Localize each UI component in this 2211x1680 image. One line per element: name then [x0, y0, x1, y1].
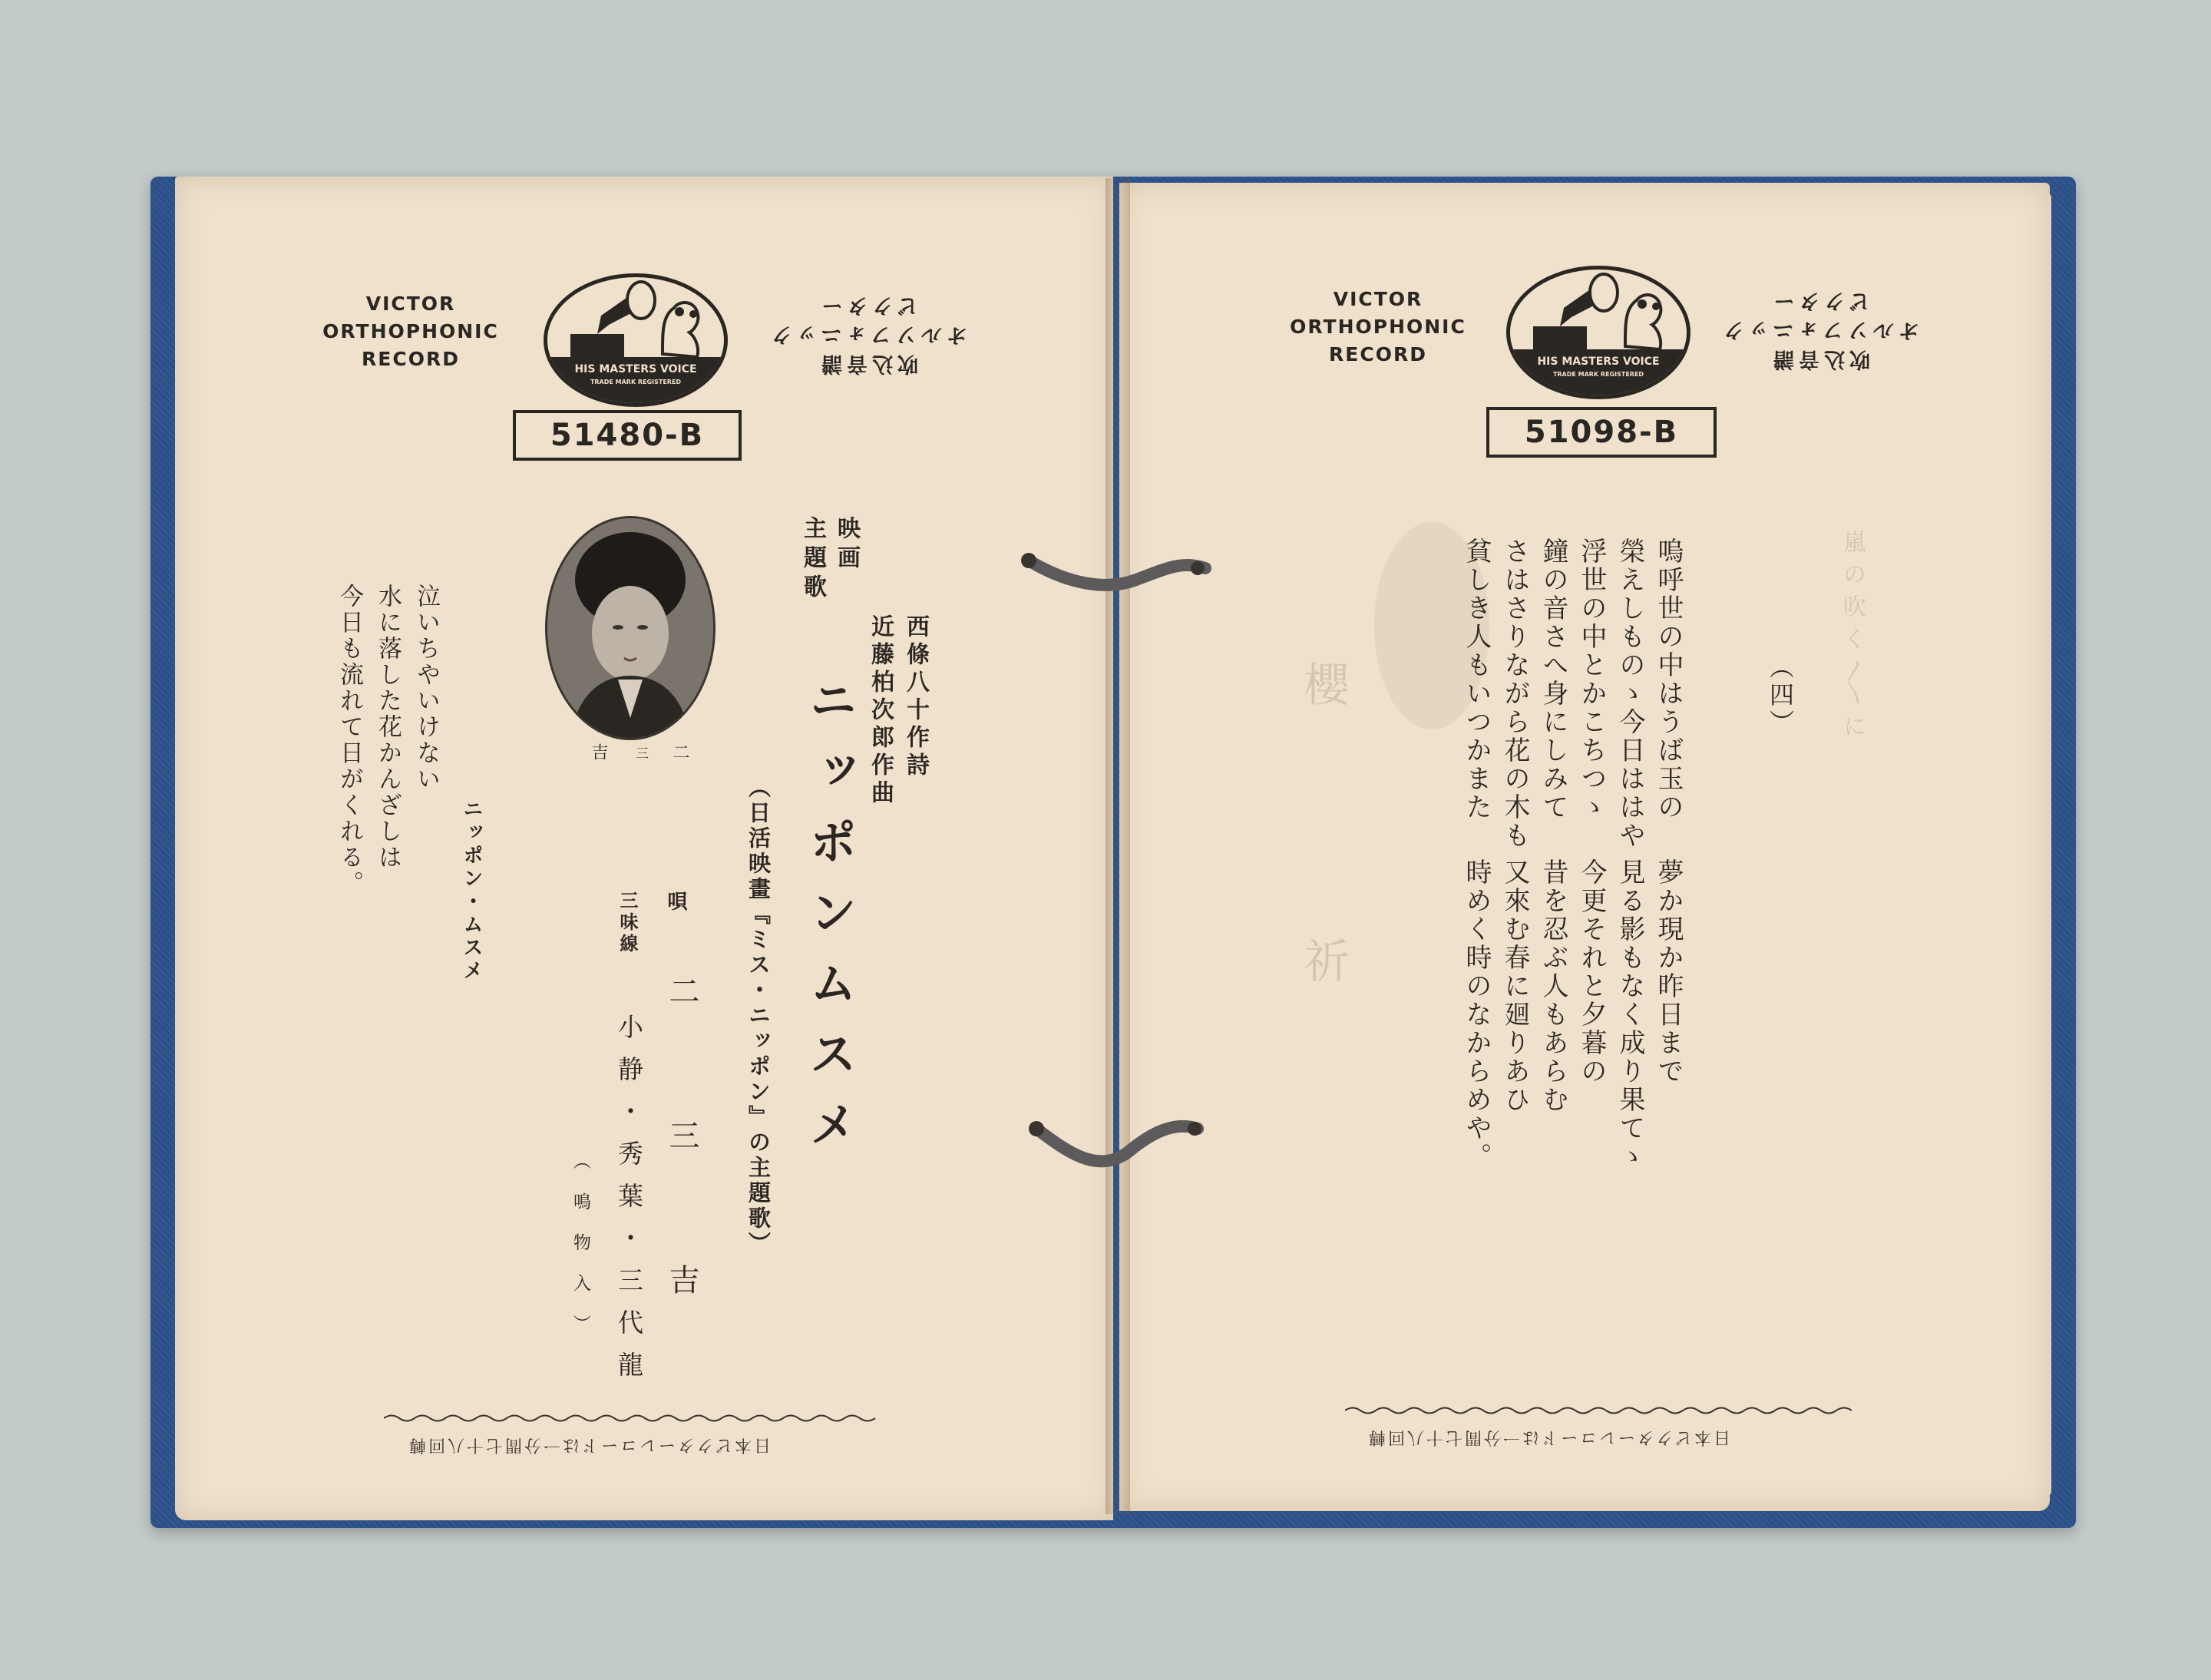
lyric-line: 水に落した花かんざしは	[374, 584, 402, 871]
heading-label-line: 主題歌	[799, 516, 826, 604]
verse-line: さはさりながら花の木も	[1499, 537, 1530, 850]
verse-line: 嗚呼世の中はうば玉の	[1653, 537, 1684, 822]
verse-line: 浮世の中とかこちつゝ	[1576, 537, 1607, 822]
singer-portrait	[545, 516, 716, 740]
singer-label: 唄	[664, 891, 687, 911]
show-through-text: 櫻	[1296, 660, 1350, 711]
gutter-shadow	[1106, 178, 1130, 1514]
shamisen-label: 三味線	[616, 891, 639, 955]
brand-line: ORTHOPHONIC	[1290, 316, 1466, 338]
lyric-line: 泣いちやいけない	[412, 584, 440, 792]
heading-label	[795, 516, 863, 604]
brand-ja-line: オルソフォニック	[766, 322, 967, 346]
portrait-caption-3: 吉	[589, 743, 608, 760]
verse-line: 榮えしものゝ今日ははや	[1614, 537, 1645, 850]
logo-subtext: TRADE MARK REGISTERED	[1552, 371, 1644, 378]
portrait-caption-2: 三	[633, 746, 648, 759]
brand-line: VICTOR	[365, 293, 456, 315]
lyricist-credit: 西條八十作詩	[902, 614, 929, 780]
logo-subtext: TRADE MARK REGISTERED	[590, 379, 682, 385]
singer-name: 二 三 吉	[664, 975, 699, 1336]
verse-line: 夢か現か昨日まで	[1653, 858, 1684, 1086]
verse-second-half	[1457, 858, 1687, 1171]
lyric-title: ニッポン・ムスメ	[460, 799, 483, 983]
right-brand-ja	[1720, 286, 1919, 373]
binding-string-bottom	[1021, 1098, 1213, 1182]
left-brand-ja	[768, 290, 967, 378]
verse-line: 又來む春に廻りあひ	[1499, 858, 1530, 1114]
narimono: （鳴物入）	[570, 1152, 590, 1355]
brand-ja-line: ビクター	[1769, 289, 1870, 313]
footer-note: 日本ビクターレコードは一分間七十八回轉	[407, 1435, 772, 1454]
portrait-caption-1: 二	[670, 743, 689, 760]
logo-text: HIS MASTERS VOICE	[1537, 356, 1660, 368]
logo-text: HIS MASTERS VOICE	[574, 363, 697, 375]
record-number-box: 51098-B	[1486, 407, 1717, 458]
left-brand-en	[307, 290, 514, 373]
footer-rule	[384, 1413, 883, 1424]
brand-ja-line: ビクター	[817, 293, 918, 317]
show-through-text: 祈	[1296, 937, 1350, 987]
binding-string-top	[1021, 537, 1213, 607]
his-masters-voice-logo	[544, 273, 728, 407]
verse-line: 今更それと夕暮の	[1576, 858, 1607, 1086]
brand-line: RECORD	[1329, 343, 1427, 365]
composer-credit: 近藤柏次郎作曲	[867, 614, 894, 808]
brand-ja-line: 吹込音譜	[817, 352, 918, 375]
his-masters-voice-logo	[1506, 266, 1690, 399]
brand-ja-line: 吹込音譜	[1769, 347, 1870, 371]
brand-ja-line: オルソフォニック	[1718, 318, 1919, 342]
brand-line: VICTOR	[1333, 288, 1423, 310]
portrait-image	[547, 518, 713, 738]
verse-first-half	[1457, 537, 1687, 850]
verse-line: 見る影もなく成り果てゝ	[1614, 858, 1645, 1171]
brand-line: ORTHOPHONIC	[322, 320, 499, 342]
footer-rule	[1345, 1405, 1852, 1416]
song-subtitle: （日活映畫『ミス・ニッポン』の主題歌）	[745, 776, 772, 1257]
right-brand-en	[1274, 286, 1482, 369]
verse-line: 鐘の音さへ身にしみて	[1538, 537, 1568, 822]
footer-note: 日本ビクターレコードは一分間七十八回轉	[1367, 1427, 1731, 1447]
verse-line: 昔を忍ぶ人もあらむ	[1538, 858, 1568, 1114]
lyrics	[330, 584, 445, 897]
verse-number: （四）	[1766, 654, 1795, 737]
verse-line: 時めく時のなからめや。	[1461, 858, 1492, 1171]
brand-line: RECORD	[362, 348, 460, 370]
verse-line: 貧しき人もいつかまた	[1461, 537, 1492, 822]
heading-label-line: 映画	[833, 516, 860, 574]
shamisen-names: 小静・秀葉・三代龍	[614, 1014, 644, 1394]
lyric-line: 今日も流れて日がくれる。	[335, 584, 363, 897]
song-title: ニッポンムスメ	[801, 676, 858, 1170]
record-number-box: 51480-B	[513, 410, 742, 461]
show-through-text: 嵐の吹く〳〵に	[1839, 530, 1866, 746]
